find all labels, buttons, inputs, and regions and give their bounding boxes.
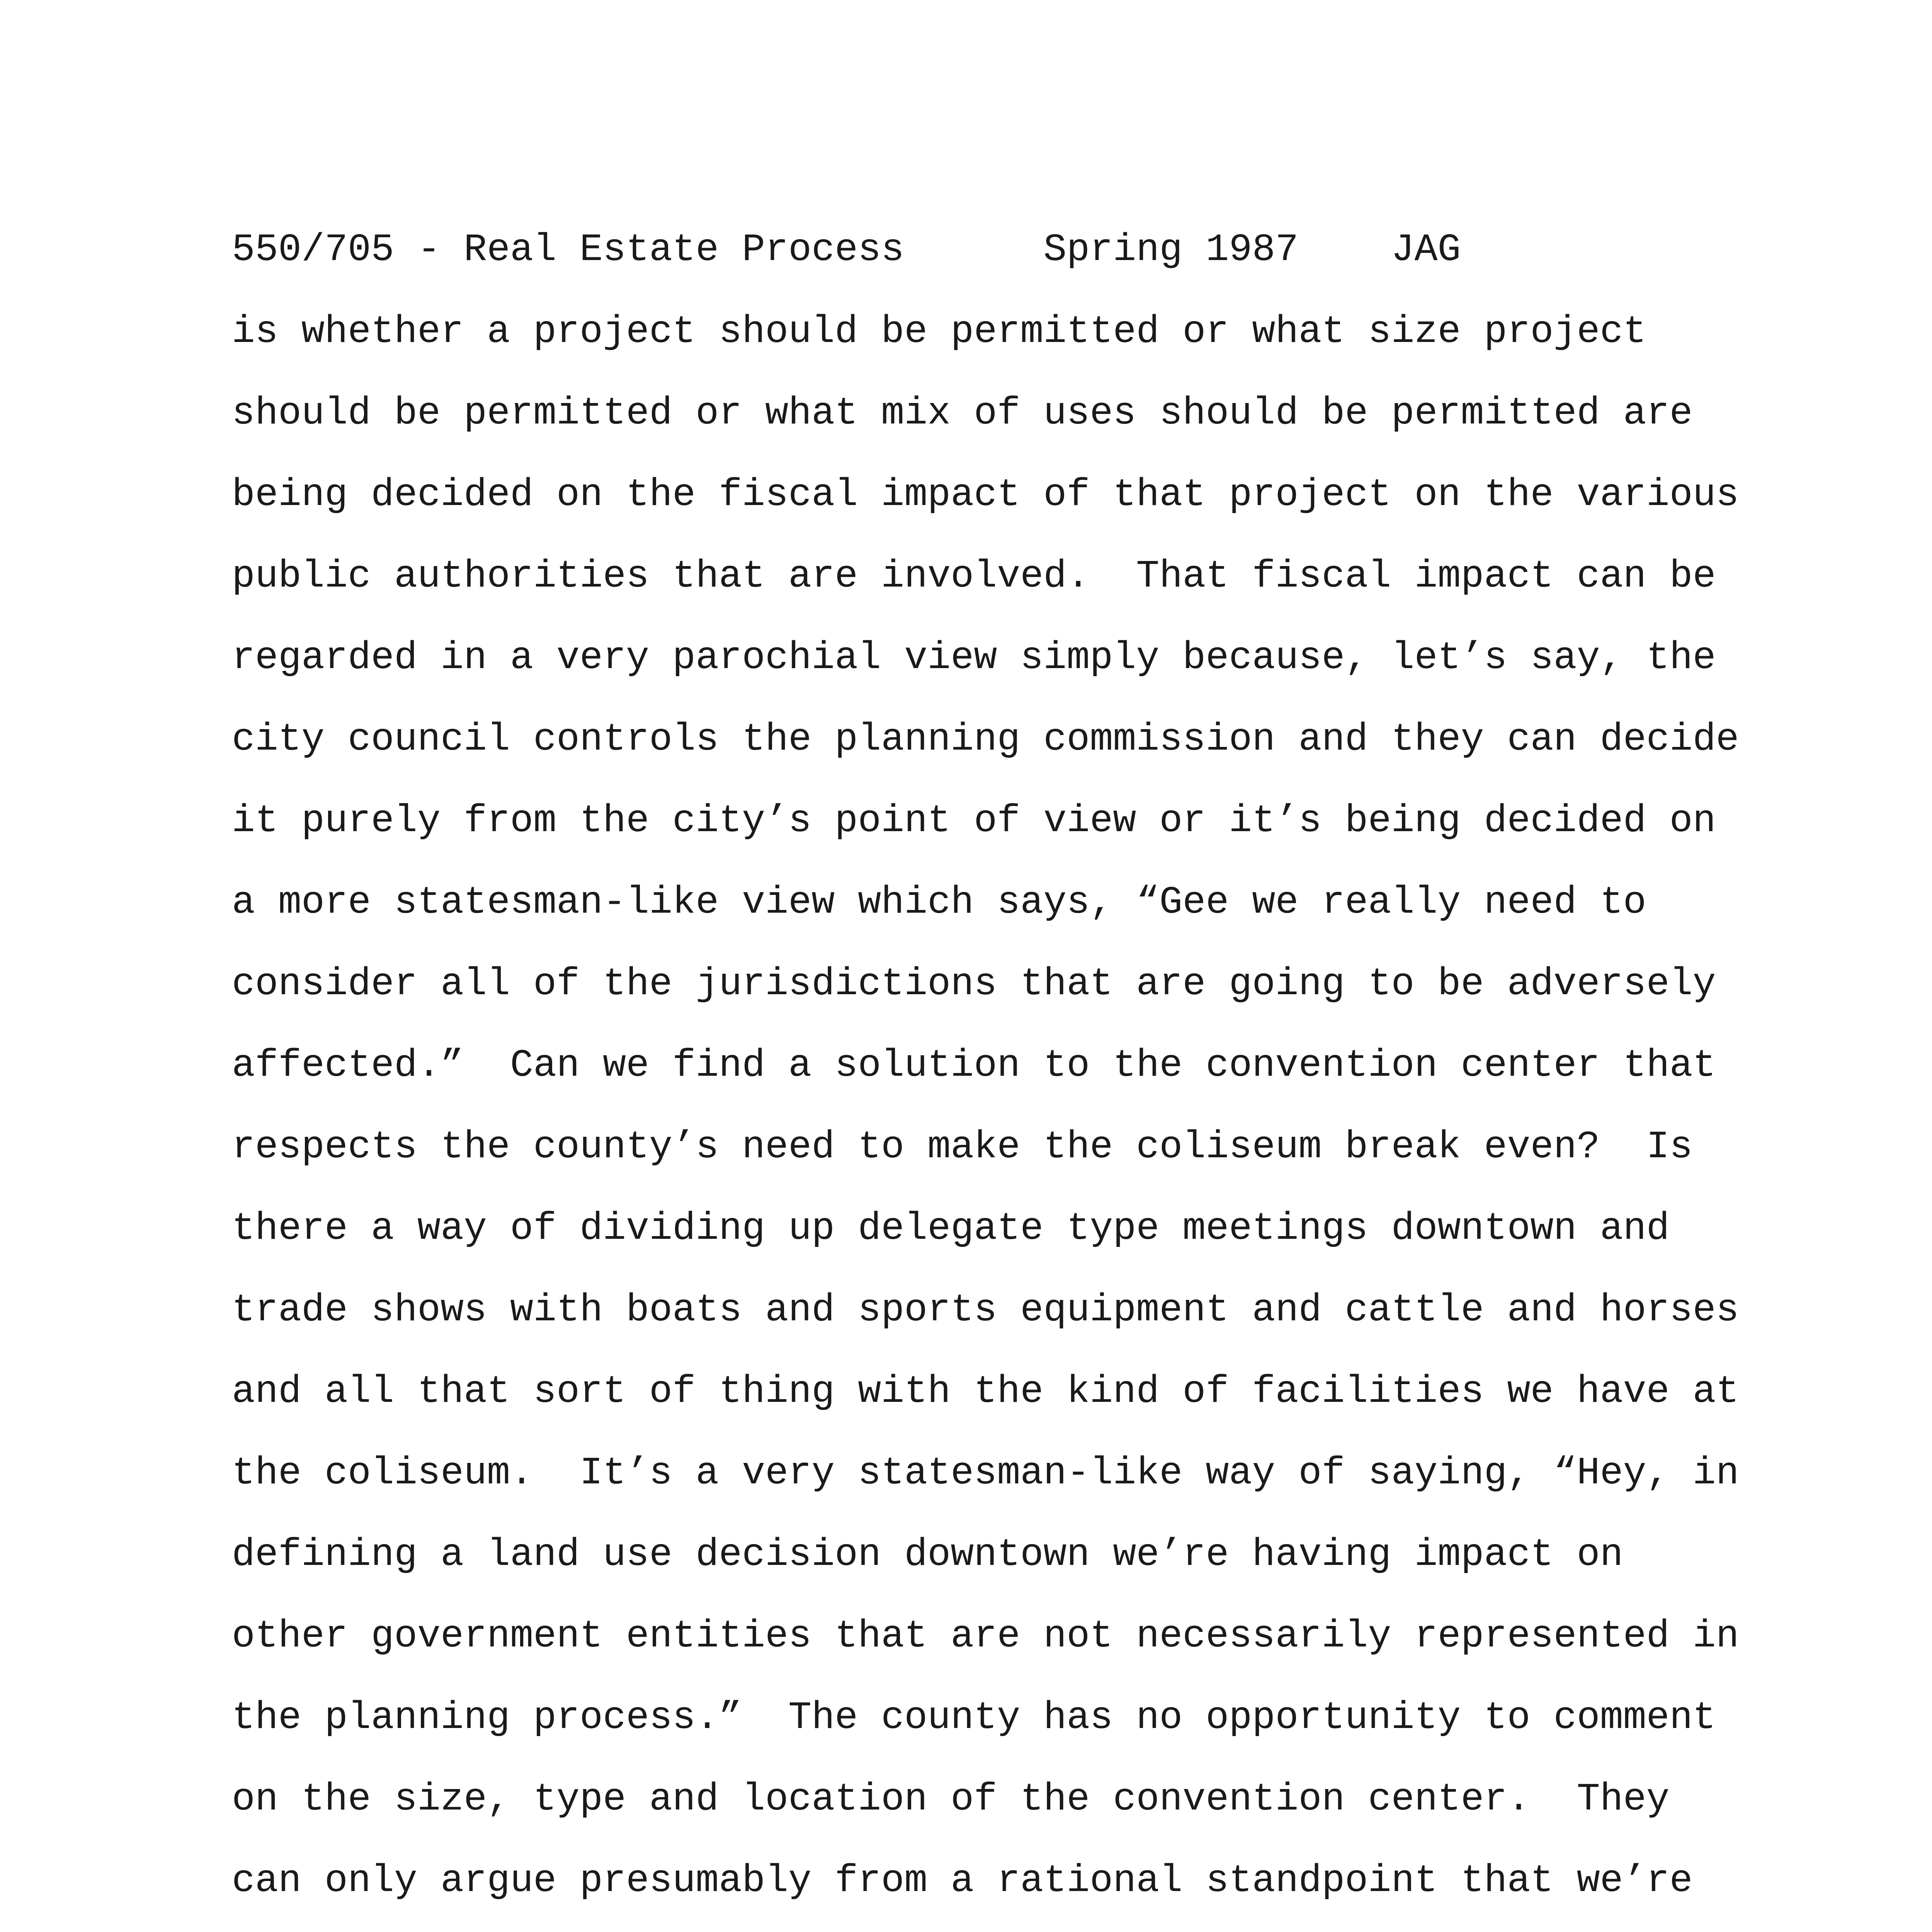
text-line: on the size, type and location of the convention center. They xyxy=(232,1778,1670,1821)
text-line: and all that sort of thing with the kind of facilities we have at xyxy=(232,1370,1739,1414)
text-line: a more statesman-like view which says, “Gee we really need to xyxy=(232,881,1646,925)
header-term: Spring 1987 xyxy=(1043,228,1299,272)
text-line: should be permitted or what mix of uses should be permitted are xyxy=(232,392,1693,435)
page-header xyxy=(232,227,1461,274)
text-line: affected.” Can we find a solution to the convention center that xyxy=(232,1044,1716,1088)
text-line: public authorities that are involved. That fiscal impact can be xyxy=(232,555,1716,599)
text-line: being decided on the fiscal impact of that project on the various xyxy=(232,473,1739,517)
text-line: consider all of the jurisdictions that are going to be adversely xyxy=(232,963,1716,1006)
text-line: city council controls the planning commission and they can decide xyxy=(232,718,1739,762)
text-line: it purely from the city’s point of view or it’s being decided on xyxy=(232,799,1716,843)
text-line: trade shows with boats and sports equipment and cattle and horses xyxy=(232,1289,1739,1332)
text-line: respects the county’s need to make the coliseum break even? Is xyxy=(232,1126,1693,1169)
text-line: regarded in a very parochial view simply because, let’s say, the xyxy=(232,636,1716,680)
header-initials: JAG xyxy=(1391,228,1461,272)
text-line: there a way of dividing up delegate type meetings downtown and xyxy=(232,1207,1670,1251)
text-line: the coliseum. It’s a very statesman-like way of saying, “Hey, in xyxy=(232,1452,1739,1495)
header-course: 550/705 - Real Estate Process xyxy=(232,228,905,272)
text-line: is whether a project should be permitted or what size project xyxy=(232,310,1646,354)
text-line: other government entities that are not necessarily represented in xyxy=(232,1615,1739,1658)
text-line: the planning process.” The county has no opportunity to comment xyxy=(232,1696,1716,1740)
text-line: defining a land use decision downtown we’re having impact on xyxy=(232,1533,1623,1577)
text-line: can only argue presumably from a rational standpoint that we’re xyxy=(232,1859,1693,1903)
